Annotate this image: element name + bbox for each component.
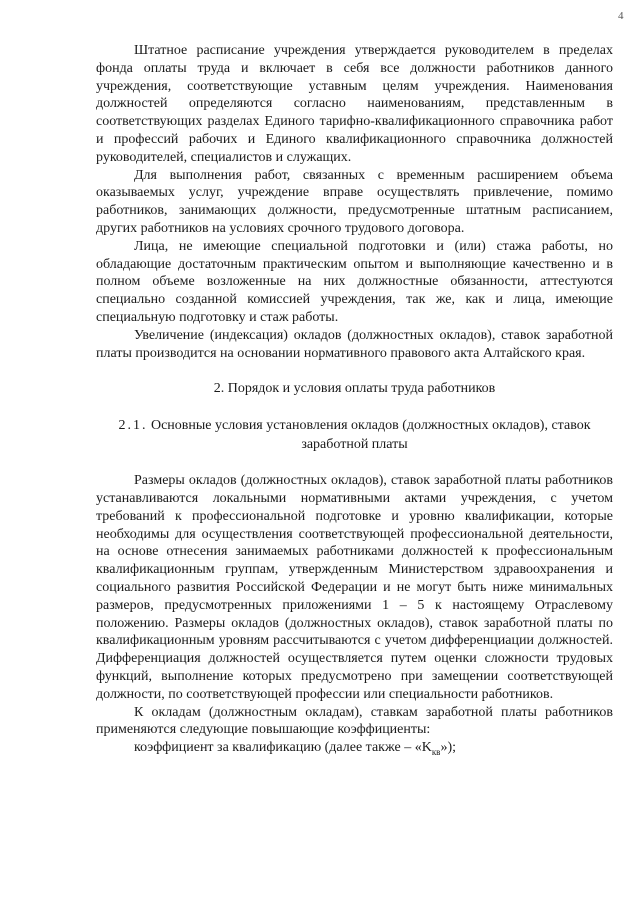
document-body [96,42,613,762]
page-number: 4 [618,10,624,22]
section-heading: 2. Порядок и условия оплаты труда работников [213,381,496,397]
paragraph-salary-sizes: Размеры окладов (должностных окладов), ставок заработной платы работников устанавливаются локальными нормативными актами учреждения, с учетом требований к профессиональной подготовке и уровню квалификации, которые необходимы для осуществления соответствующей профессиональной деятельности, на основе отнесения занимаемых работниками должностей к профессиональным квалификационным группам, утвержденным Министерством здравоохранения и социального развития Российской Федерации и не могут быть ниже минимальных размеров, предусмотренных приложениями 1 – 5 к настоящему Отраслевому положению. Размеры окладов (должностных окладов), ставок заработной платы по квалификационным уровням рассчитываются с учетом дифференциации должностей. Дифференциация должностей осуществляется путем оценки сложности трудовых функций, выполнение которых предусмотрено при замещении соответствующей должности, по соответствующей профессии или специальности работников. [96,473,613,702]
paragraph-staffing-schedule: Штатное расписание учреждения утверждается руководителем в пределах фонда оплаты труда и включает в себя все должности работников данного учреждения, соответствующие уставным целям учреждения. Наименования должностей определяются согласно наименованиям, представленным в соответствующих разделах Единого тарифно-квалификационного справочника работ и профессий рабочих и Единого квалификационного справочника должностей руководителей, специалистов и служащих. [96,43,613,165]
paragraph-temporary-workers: Для выполнения работ, связанных с временным расширением объема оказываемых услуг, учреждение вправе осуществлять привлечение, помимо работников, занимающих должности, предусмотренные штатным расписанием, других работников на условиях срочного трудового договора. [96,167,613,236]
coefficient-item [96,739,613,762]
coefficient-subscript: кв [431,746,441,757]
subsection-number: 2.1. [118,418,148,434]
paragraph-coefficients: К окладам (должностным окладам), ставкам заработной платы работников применяются следующие повышающие коэффициенты: [96,704,613,738]
coefficient-suffix: »); [440,740,456,756]
paragraph-certification: Лица, не имеющие специальной подготовки и (или) стажа работы, но обладающие достаточным практическим опытом и выполняющие качественно и в полном объеме возложенные на них должностные обязанности, аттестуются специально созданной комиссией учреждения, так же, как и лица, имеющие специальную подготовку и стаж работы. [96,238,613,325]
subsection-heading [96,416,613,454]
subsection-title: Основные условия установления окладов (должностных окладов), ставок заработной платы [150,418,591,453]
coefficient-prefix: коэффициент за квалификацию (далее также – «K [134,740,432,756]
paragraph-indexation: Увеличение (индексация) окладов (должностных окладов), ставок заработной платы производится на основании нормативного правового акта Алтайского края. [96,327,613,361]
